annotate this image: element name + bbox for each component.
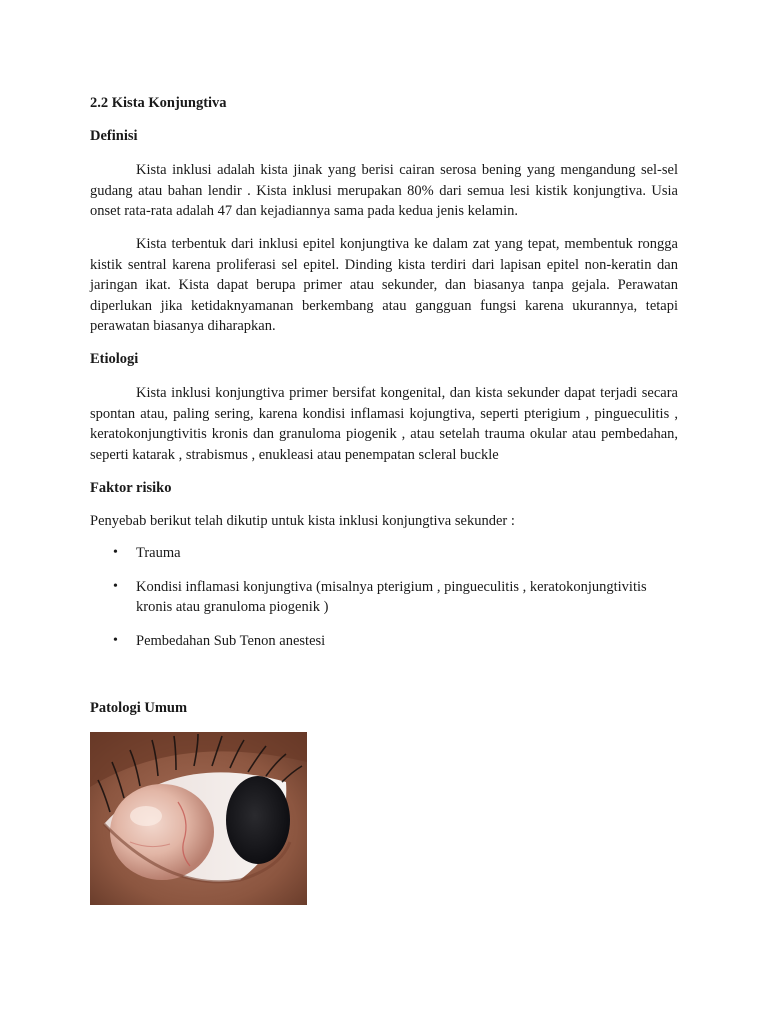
bullet-icon: • <box>113 545 118 560</box>
list-item-text: Trauma <box>136 545 181 561</box>
definisi-heading: Definisi <box>90 128 138 144</box>
faktor-risiko-heading: Faktor risiko <box>90 480 172 496</box>
definisi-paragraph-1: Kista inklusi adalah kista jinak yang berisi cairan serosa bening yang mengandung sel-sel gudang atau bahan lendir . Kista inklusi merupakan 80% dari semua lesi kistik konjungtiva. Usia onset rata-rata adalah 47 dan kejadiannya sama pada kedua jenis kelamin. <box>90 162 678 219</box>
definisi-paragraph-2: Kista terbentuk dari inklusi epitel konjungtiva ke dalam zat yang tepat, membentuk rongga kistik sentral karena proliferasi sel epitel. Dinding kista terdiri dari lapisan epitel non-keratin dan jaringan ikat. Kista dapat berupa primer atau sekunder, dan biasanya tanpa gejala. Perawatan diperlukan jika ketidaknyamanan berkembang atau gangguan fungsi karena ukurannya, tetapi perawatan biasanya diharapkan. <box>90 236 678 334</box>
eye-cyst-photo <box>90 732 307 905</box>
patologi-heading: Patologi Umum <box>90 700 188 716</box>
list-item <box>90 577 678 618</box>
list-item-text: Kondisi inflamasi konjungtiva (misalnya pterigium , pingueculitis , keratokonjungtivitis kronis atau granuloma piogenik ) <box>136 578 647 615</box>
risk-factor-list <box>90 543 678 664</box>
list-item-text: Pembedahan Sub Tenon anestesi <box>136 632 326 649</box>
section-title: 2.2 Kista Konjungtiva <box>90 95 227 111</box>
bullet-icon: • <box>113 632 118 648</box>
list-item <box>90 631 678 652</box>
bullet-icon: • <box>113 578 118 594</box>
faktor-risiko-intro: Penyebab berikut telah dikutip untuk kista inklusi konjungtiva sekunder : <box>90 513 515 529</box>
etiologi-heading: Etiologi <box>90 351 139 367</box>
etiologi-paragraph: Kista inklusi konjungtiva primer bersifat kongenital, dan kista sekunder dapat terjadi secara spontan atau, paling sering, karena kondisi inflamasi kojungtiva, seperti pterigium , pingueculitis , keratokonjungtivitis kronis dan granuloma piogenik , atau setelah trauma okular atau pembedahan, seperti katarak , strabismus , enukleasi atau penempatan scleral buckle <box>90 385 678 463</box>
list-item <box>90 543 678 564</box>
